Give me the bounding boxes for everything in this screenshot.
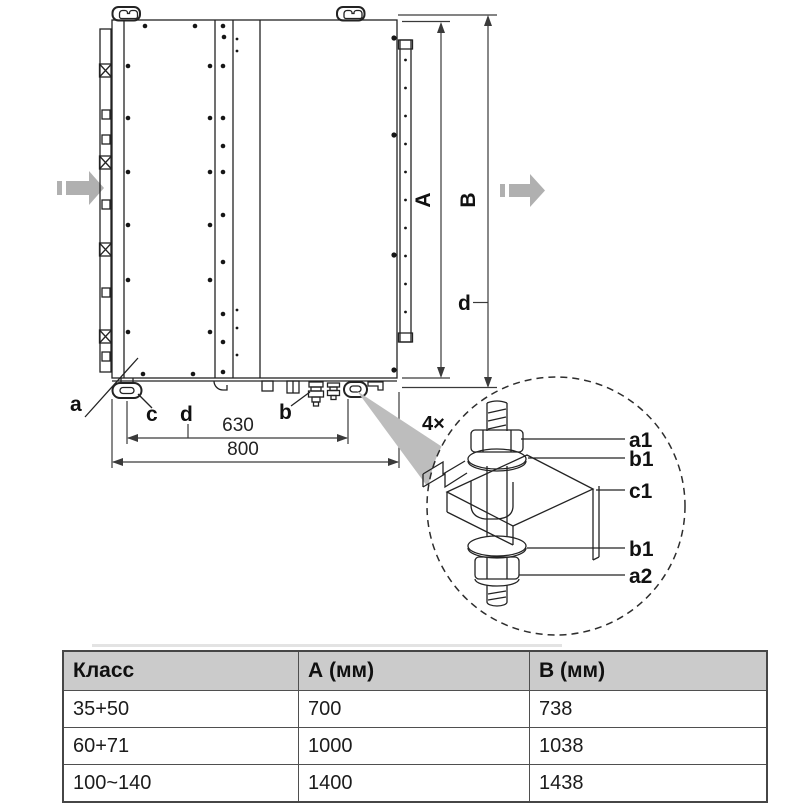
part-label-b: b (279, 401, 292, 424)
bottom-fittings (214, 381, 383, 406)
unit-outline (112, 20, 397, 378)
table-header-class: Класс (63, 651, 299, 691)
table-cell: 1000 (299, 728, 530, 765)
dim-A-label: A (412, 192, 435, 208)
table-row (63, 765, 767, 803)
table-row (63, 691, 767, 728)
table-cell: 1038 (530, 728, 768, 765)
table-cell: 700 (299, 691, 530, 728)
callout-count: 4× (422, 413, 445, 435)
service-valve (328, 383, 340, 400)
outdoor-unit-body (112, 20, 397, 381)
panel-screws (126, 24, 397, 377)
guard-screws (404, 59, 407, 314)
lifting-handle-left-icon (113, 7, 141, 21)
dim-800-value: 800 (227, 439, 259, 460)
lifting-handle-right-icon (337, 7, 365, 21)
table-header-B: В (мм) (530, 651, 768, 691)
callout-label-b1-top: b1 (629, 448, 654, 471)
side-label-d: d (458, 292, 471, 315)
dimensions-table (62, 650, 768, 803)
airflow-arrow-right-icon (500, 174, 545, 207)
coil-guard-left (100, 29, 112, 372)
drain-tab (262, 381, 273, 391)
table-cell: 60+71 (63, 728, 299, 765)
bottom-bracket (368, 382, 383, 390)
scan-artifact (92, 644, 562, 647)
part-label-a: a (70, 393, 82, 416)
service-valve (309, 382, 324, 406)
callout-label-b1-bottom: b1 (629, 538, 654, 561)
callout-label-a2: a2 (629, 565, 653, 588)
table-cell: 738 (530, 691, 768, 728)
callout-label-a1: a1 (629, 429, 653, 452)
table-cell: 1400 (299, 765, 530, 803)
table-cell: 1438 (530, 765, 768, 803)
table-row (63, 728, 767, 765)
coil-guard-right (399, 40, 413, 342)
table-header-row (63, 651, 767, 691)
part-label-d: d (180, 403, 193, 426)
bottom-hook (214, 381, 227, 390)
dim-630-value: 630 (222, 415, 254, 436)
dim-B-label: B (457, 192, 480, 208)
table-header-A: А (мм) (299, 651, 530, 691)
table-cell: 35+50 (63, 691, 299, 728)
table-cell: 100~140 (63, 765, 299, 803)
part-labels (70, 358, 310, 426)
part-label-c: c (146, 403, 158, 426)
airflow-arrow-left-icon (57, 171, 104, 205)
callout-label-c1: c1 (629, 480, 653, 503)
dimension-A (402, 22, 450, 379)
mounting-foot-right (344, 382, 367, 397)
